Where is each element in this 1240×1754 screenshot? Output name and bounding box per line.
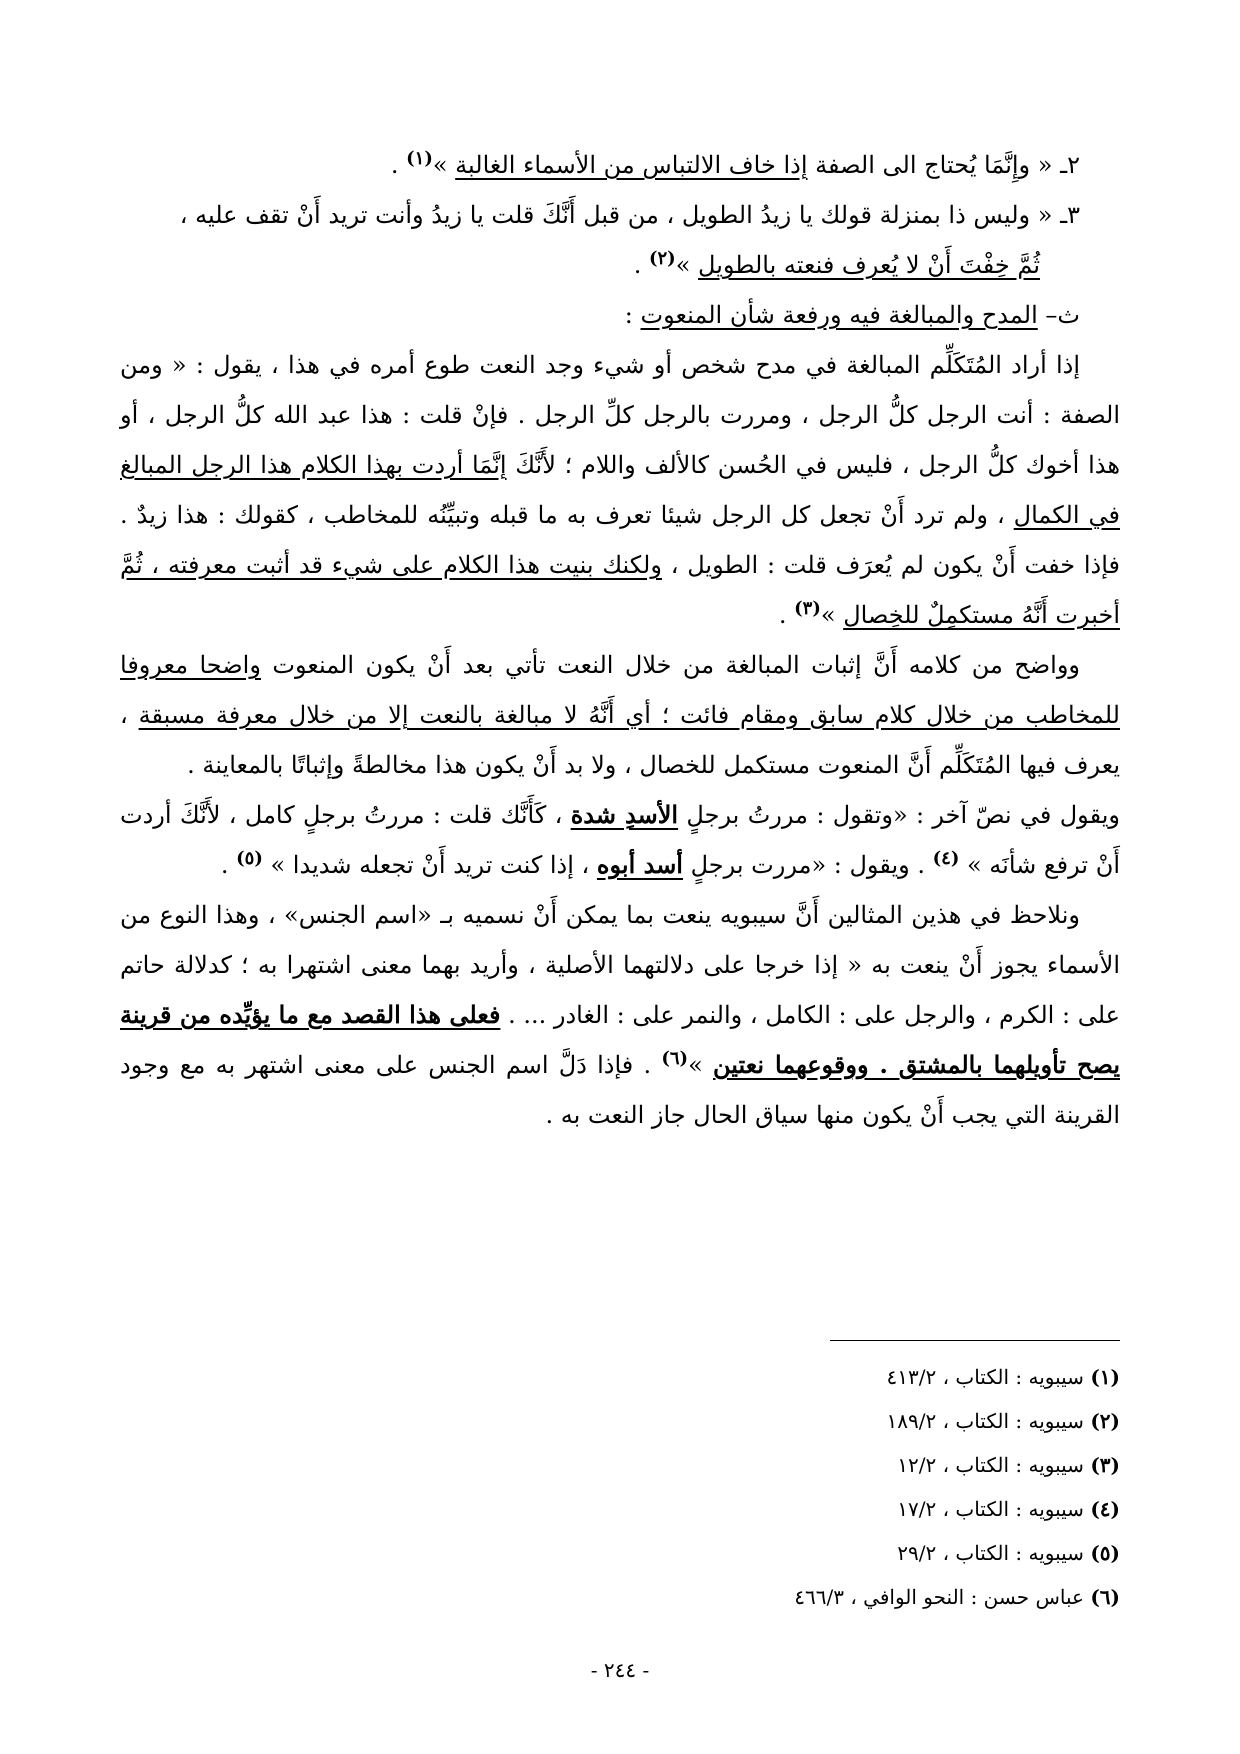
footnote-number: (٦) <box>1090 1585 1120 1609</box>
paragraph-3 <box>120 790 1120 890</box>
footnote-separator <box>830 1340 1120 1341</box>
footnote-ref: (٣) <box>794 598 821 619</box>
list-item-2 <box>120 140 1120 190</box>
footnote-item <box>480 1355 1120 1399</box>
footnote-item <box>480 1487 1120 1531</box>
footnote-ref: (٢) <box>648 248 676 269</box>
underlined-text: ثُمَّ خِفْتَ أَنْ لا يُعرف فنعته بالطويل <box>698 251 1040 279</box>
footnote-number: (٤) <box>1090 1497 1120 1521</box>
text-run: » <box>820 601 844 629</box>
text-run: وواضح من كلامه أَنَّ إثبات المبالغة من خلال النعت تأتي بعد أَنْ يكون المنعوت <box>260 651 1081 679</box>
bold-underlined-text: فعلى هذا القصد مع ما يؤيِّده من قرينة يصح تأويلهما بالمشتق . ووقوعهما نعتين <box>120 1000 1120 1079</box>
underlined-text: واضحا معروفا للمخاطب من خلال كلام سابق ومقام فائت ؛ أي أَنَّهُ لا مبالغة بالنعت إلا من خلال معرفة مسبقة <box>120 651 1120 729</box>
footnote-ref: (١) <box>406 148 433 169</box>
text-run: . <box>778 601 795 629</box>
underlined-text: إذا خاف الالتباس من الأسماء الغالبة <box>455 151 808 179</box>
text-run: » <box>675 251 699 279</box>
text-run: ، يعرف فيها المُتَكَلِّم أَنَّ المنعوت مستكمل للخصال ، ولا بد أَنْ يكون هذا مخالطةً وإثباتًا بالمعاينة . <box>120 701 1120 779</box>
footnote-text: عباس حسن : النحو الوافي ، ٤٦٦/٣ <box>794 1585 1091 1609</box>
text-run: ٢ـ « وإِنَّمَا يُحتاج الى الصفة <box>807 151 1080 179</box>
text-run: . <box>390 151 407 179</box>
heading-letter: ث– <box>1037 301 1080 329</box>
footnote-ref: (٦) <box>661 1048 689 1069</box>
bold-underlined-text: أسد أبوه <box>596 850 683 879</box>
paragraph-1 <box>120 340 1120 640</box>
footnote-text: سيبويه : الكتاب ، ١٨٩/٢ <box>886 1409 1091 1433</box>
text-run: » <box>688 1051 713 1079</box>
text-run: ، كَأَنَّك قلت : مررتُ برجلٍ كامل ، لأَنَّكَ أردت أَنْ ترفع شأنَه » <box>120 801 1120 879</box>
text-run: : <box>624 301 641 329</box>
footnote-text: سيبويه : الكتاب ، ١٧/٢ <box>897 1497 1091 1521</box>
text-run: ، إذا كنت تريد أَنْ تجعله شديدا » <box>262 851 597 879</box>
footnote-text: سيبويه : الكتاب ، ١٢/٢ <box>897 1453 1091 1477</box>
paragraph-4 <box>120 890 1120 1140</box>
text-run: . <box>633 251 649 279</box>
underlined-text: إنَّمَا أردت بهذا الكلام هذا الرجل المبالغ في الكمال <box>120 451 1120 529</box>
text-run: ، ولم ترد أَنْ تجعل كل الرجل شيئا تعرف به ما قبله وتبيِّنُه للمخاطب ، كقولك : هذا زيدٌ . فإذا خفت أَنْ يكون لم يُعرَف قلت : الطويل ، <box>120 501 1121 579</box>
footnote-text: سيبويه : الكتاب ، ٤١٣/٢ <box>886 1365 1091 1389</box>
page-number: - ٢٤٤ - <box>590 1658 650 1682</box>
footnotes <box>480 1355 1120 1619</box>
text-run: . فإذا دَلَّ اسم الجنس على معنى اشتهر به مع وجود القرينة التي يجب أَنْ يكون منها سياق الحال جاز النعت به . <box>120 1051 1120 1129</box>
footnote-number: (١) <box>1090 1365 1120 1389</box>
text-run: ويقول في نصّ آخر : «وتقول : مررتُ برجلٍ <box>678 801 1120 829</box>
footnote-ref: (٤) <box>932 848 960 869</box>
footnote-item <box>480 1443 1120 1487</box>
footnote-number: (٢) <box>1090 1409 1120 1433</box>
heading-text: المدح والمبالغة فيه ورفعة شأن المنعوت <box>640 301 1038 329</box>
text-run: . ويقول : «مررت برجلٍ <box>682 851 933 879</box>
text-run: ونلاحظ في هذين المثالين أَنَّ سيبويه ينعت بما يمكن أَنْ نسميه بـ «اسم الجنس» ، وهذا النوع من الأسماء يجوز أَنْ ينعت به « إذا خرجا على دلالتهما الأصلية ، وأريد بهما معنى اشتهرا به ؛ كدلالة حاتم على : الكرم ، والرجل على : الكامل ، والنمر على : الغادر ... . <box>120 901 1121 1029</box>
underlined-text: ولكنك بنيت هذا الكلام على شيء قد أثبت معرفته ، ثُمَّ أخبرت أَنَّهُ مستكمِلٌ للخِصال <box>120 551 1120 629</box>
footnote-ref: (٥) <box>236 848 263 869</box>
text-run: ٣ـ « وليس ذا بمنزلة قولك يا زيدُ الطويل ، من قبل أَنَّكَ قلت يا زيدُ وأنت تريد أَنْ تقف عليه ، <box>179 201 1080 229</box>
section-heading <box>120 290 1120 340</box>
bold-underlined-text: الأسدِ شدة <box>570 800 679 829</box>
text-run: إذا أراد المُتَكَلِّم المبالغة في مدح شخص أو شيء وجد النعت طوع أمره في هذا ، يقول : « ومن الصفة : أنت الرجل كلُّ الرجل ، ومررت بالرجل كلِّ الرجل . فإنْ قلت : هذا عبد الله كلُّ الرجل ، أو هذا أخوك كلُّ الرجل ، فليس في الحُسن كالألف واللام ؛ لأَنَّكَ <box>120 351 1120 479</box>
text-run: . <box>220 851 237 879</box>
footnote-item <box>480 1575 1120 1619</box>
footnote-item <box>480 1531 1120 1575</box>
list-item-3 <box>120 190 1120 290</box>
footnote-number: (٥) <box>1090 1541 1120 1565</box>
footnote-item <box>480 1399 1120 1443</box>
main-text <box>120 140 1120 1140</box>
footnote-text: سيبويه : الكتاب ، ٢٩/٢ <box>897 1541 1091 1565</box>
paragraph-2 <box>120 640 1120 790</box>
text-run: » <box>432 151 456 179</box>
footnote-number: (٣) <box>1090 1453 1120 1477</box>
